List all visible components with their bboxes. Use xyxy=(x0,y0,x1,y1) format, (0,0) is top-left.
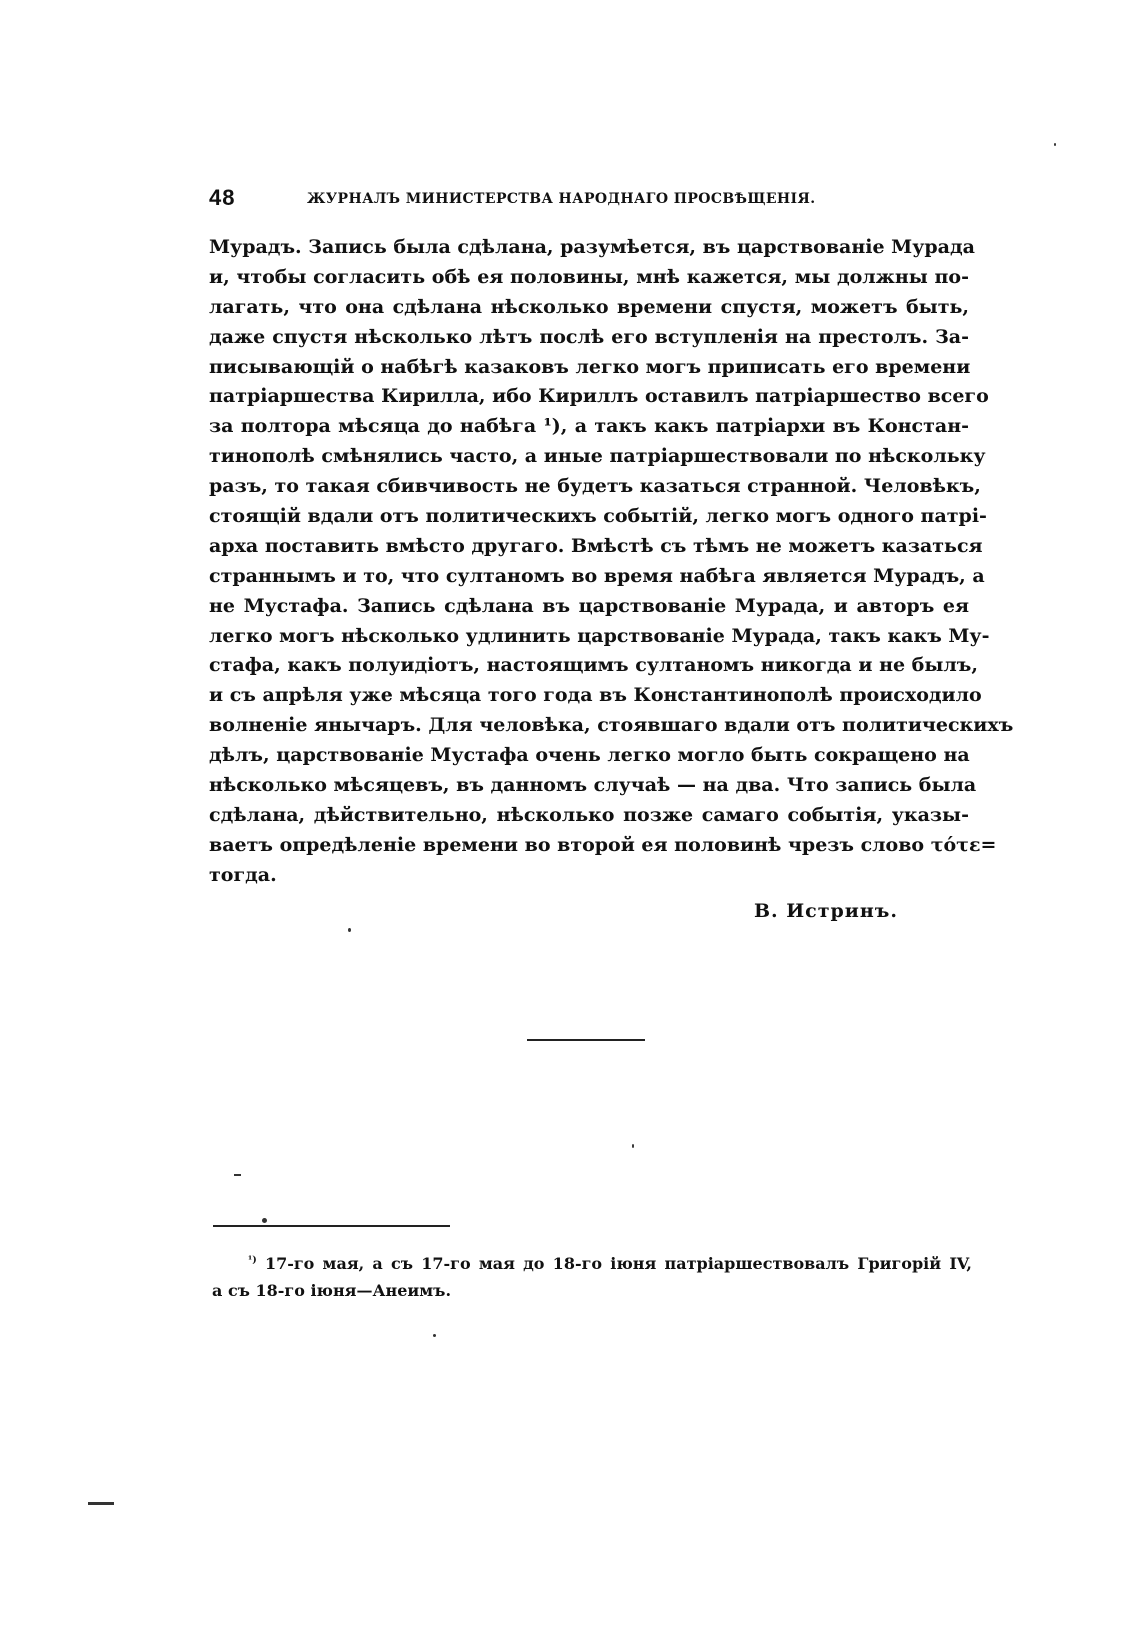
body-line: патріаршества Кирилла, ибо Кириллъ оставилъ патріаршество всего xyxy=(209,385,989,408)
body-line: страннымъ и то, что султаномъ во время набѣга является Мурадъ, а xyxy=(209,564,985,587)
body-line: стоящій вдали отъ политическихъ событій, легко могъ одного патрі- xyxy=(209,505,987,528)
footnote-marker: ¹) xyxy=(248,1254,257,1266)
body-line: волненіе янычаръ. Для человѣка, стоявшаго вдали отъ политическихъ xyxy=(209,714,1014,737)
body-line: разъ, то такая сбивчивость не будетъ казаться странной. Человѣкъ, xyxy=(209,475,981,498)
body-line: тинополѣ смѣнялись часто, а иные патріаршествовали по нѣскольку xyxy=(209,445,986,468)
scan-speck xyxy=(632,1144,634,1148)
body-line: Мурадъ. Запись была сдѣлана, разумѣется, въ царствованіе Мурада xyxy=(209,236,975,258)
body-line: и съ апрѣля уже мѣсяца того года въ Константинополѣ происходило xyxy=(209,684,982,707)
body-line: не Мустафа. Запись сдѣлана въ царствованіе Мурада, и авторъ ея xyxy=(209,594,969,617)
body-line: тогда. xyxy=(209,863,277,886)
body-line: и, чтобы согласить обѣ ея половины, мнѣ кажется, мы должны по- xyxy=(209,265,969,288)
scan-mark xyxy=(88,1502,114,1505)
body-line: нѣсколько мѣсяцевъ, въ данномъ случаѣ — на два. Что запись была xyxy=(209,774,977,797)
body-line: ваетъ опредѣленіе времени во второй ея половинѣ чрезъ слово τότε= xyxy=(209,833,997,856)
journal-title: ЖУРНАЛЪ МИНИСТЕРСТВА НАРОДНАГО ПРОСВѢЩЕНІЯ. xyxy=(307,191,816,207)
body-line: лагать, что она сдѣлана нѣсколько времени спустя, можетъ быть, xyxy=(209,295,969,318)
body-line: арха поставить вмѣсто другаго. Вмѣстѣ съ тѣмъ не можетъ казаться xyxy=(209,534,983,557)
footnote-separator xyxy=(213,1225,450,1227)
scan-speck xyxy=(348,928,351,932)
scan-speck xyxy=(1054,143,1056,146)
body-line: писывающій о набѣгѣ казаковъ легко могъ приписать его времени xyxy=(209,355,971,378)
section-end-rule xyxy=(527,1039,645,1041)
footnote-text: 17-го мая, а съ 17-го мая до 18-го іюня патріаршествовалъ Григорій IV, xyxy=(256,1254,972,1273)
scan-mark xyxy=(234,1174,241,1176)
author-signature: В. Истринъ. xyxy=(753,900,898,922)
body-line: сдѣлана, дѣйствительно, нѣсколько позже самаго событія, указы- xyxy=(209,803,969,826)
footnote-line xyxy=(212,1250,972,1277)
body-line: легко могъ нѣсколько удлинить царствованіе Мурада, такъ какъ Му- xyxy=(209,624,990,647)
body-line: за полтора мѣсяца до набѣга ¹), а такъ какъ патріархи въ Констан- xyxy=(209,415,969,438)
body-text xyxy=(209,233,1014,891)
scan-speck xyxy=(262,1218,267,1223)
scan-speck xyxy=(433,1334,436,1337)
footnote-line: а съ 18-го іюня—Анеимъ. xyxy=(212,1281,452,1300)
running-head xyxy=(209,185,859,215)
page-number: 48 xyxy=(209,185,236,210)
footnote xyxy=(212,1250,972,1304)
body-line: дѣлъ, царствованіе Мустафа очень легко могло быть сокращено на xyxy=(209,744,970,767)
body-line: стафа, какъ полуидіотъ, настоящимъ султаномъ никогда и не былъ, xyxy=(209,654,978,677)
body-line: даже спустя нѣсколько лѣтъ послѣ его вступленія на престолъ. За- xyxy=(209,325,969,348)
